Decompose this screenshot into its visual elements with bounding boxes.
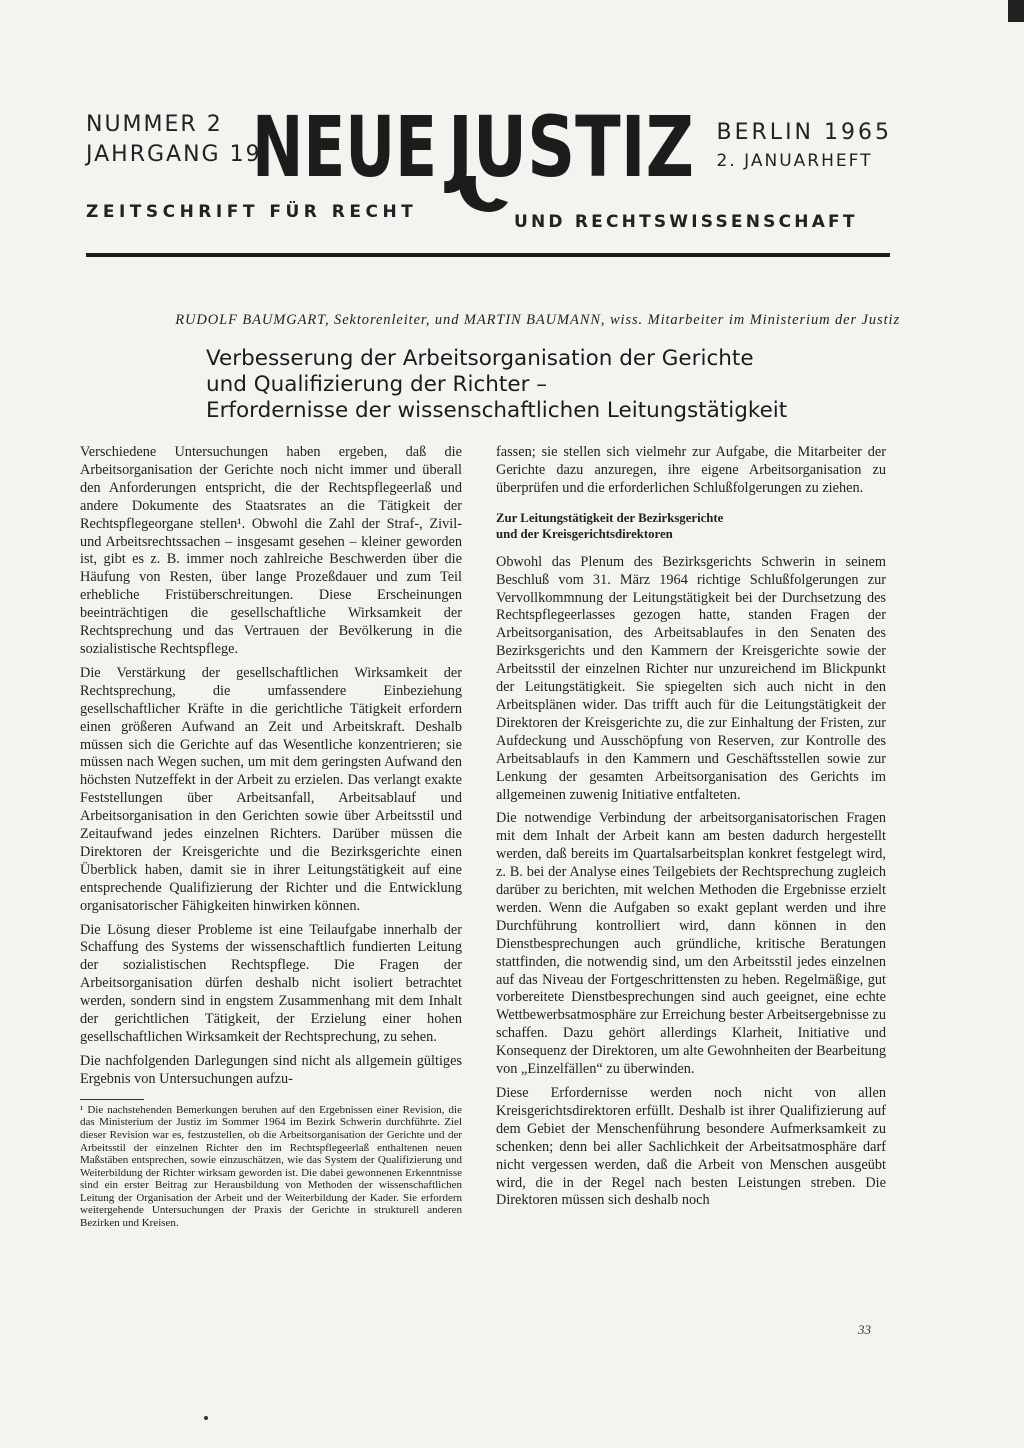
neue-justiz-logo <box>252 98 722 214</box>
section-heading <box>496 510 886 542</box>
paragraph: fassen; sie stellen sich vielmehr zur Aufgabe, die Mitarbeiter der Gerichte dazu anzuregen, ihre eigene Arbeitsorganisation zu überprüfen und die erforderlichen Schlußfolgerungen zu ziehen. <box>496 444 886 496</box>
paragraph: Die Lösung dieser Probleme ist eine Teilaufgabe innerhalb der Schaffung des Systems der wissenschaftlich fundierten Leitung der sozialistischen Rechtspflege. Die Fragen der Arbeitsorganisation dürfen deshalb nicht isoliert betrachtet werden, sondern sind in engstem Zusammenhang mit dem Inhalt der gerichtlichen Tätigkeit, der Erzielung einer hohen gesellschaftlichen Wirksamkeit der Rechtsprechung, zu sehen. <box>80 921 462 1045</box>
left-column <box>80 444 462 1230</box>
subtitle-right: UND RECHTSWISSENSCHAFT <box>514 212 858 232</box>
title-line-2: und Qualifizierung der Richter – <box>206 372 547 397</box>
issue-label: 2. JANUARHEFT <box>716 151 873 171</box>
footnote-rule <box>80 1099 144 1100</box>
page-number: 33 <box>858 1322 871 1337</box>
masthead-rule <box>86 253 890 257</box>
svg-text:JUSTIZ: JUSTIZ <box>444 98 694 196</box>
section-heading-line-2: und der Kreisgerichtsdirektoren <box>496 526 673 541</box>
byline: RUDOLF BAUMGART, Sektorenleiter, und MARTIN BAUMANN, wiss. Mitarbeiter im Ministerium der Justiz <box>175 312 900 328</box>
title-line-3: Erfordernisse der wissenschaftlichen Leitungstätigkeit <box>206 398 788 423</box>
footnote: ¹ Die nachstehenden Bemerkungen beruhen auf den Ergebnissen einer Revision, die das Ministerium der Justiz im Sommer 1964 im Bezirk Schwerin durchführte. Ziel dieser Revision war es, festzustellen, ob die Arbeitsorganisation der Gerichte und der Arbeitsstil der einzelnen Richter den im Rechtspflegeerlaß enthaltenen neuen Maßstäben entsprechen, sowie einzuschätzen, wie das System der Qualifizierung und Weiterbildung der Richter wirksam geworden ist. Die dabei gewonnenen Erkenntnisse sind ein erster Beitrag zur Herausbildung von Methoden der wissenschaftlichen Leitung der Organisation der Arbeit und der Weiterbildung der Kader. Sie erfordern weitergehende Untersuchungen der Praxis der Gerichte in strukturell anderen Bezirken und Kreisen. <box>80 1103 462 1230</box>
scan-speck <box>204 1416 208 1420</box>
issue-number: NUMMER 2 <box>86 112 223 137</box>
section-heading-line-1: Zur Leitungstätigkeit der Bezirksgerichte <box>496 510 724 525</box>
masthead-left <box>86 110 262 170</box>
paragraph: Verschiedene Untersuchungen haben ergeben, daß die Arbeitsorganisation der Gerichte noch nicht immer und überall den Anforderungen entspricht, die der Rechtspflegeerlaß und andere Dokumente des Staatsrates an die Tätigkeit der Rechtspflegeorgane stellen¹. Obwohl die Zahl der Straf-, Zivil- und Arbeitsrechtssachen – insgesamt gesehen – kleiner geworden ist, gibt es z. B. immer noch zahlreiche Beschwerden über die Häufung von Resten, über lange Prozeßdauer und zum Teil erhebliche Fristüberschreitungen. Diese Erscheinungen beeinträchtigen die gesellschaftliche Wirksamkeit der Rechtsprechung und das Vertrauen der Bevölkerung in die sozialistische Rechtspflege. <box>80 444 462 657</box>
title-line-1: Verbesserung der Arbeitsorganisation der Gerichte <box>206 346 754 371</box>
city-year: BERLIN 1965 <box>716 120 892 145</box>
right-column <box>496 444 886 1216</box>
svg-text:NEUE: NEUE <box>252 98 437 196</box>
subtitle-left: ZEITSCHRIFT FÜR RECHT <box>86 202 418 222</box>
paragraph: Obwohl das Plenum des Bezirksgerichts Schwerin in seinem Beschluß vom 31. März 1964 richtige Schlußfolgerungen zur Vervollkommnung der Leitungstätigkeit bei der Durchsetzung des Rechtspflegeerlasses gezogen hatte, standen Fragen der Arbeitsorganisation, des Arbeitsablaufes in den Senaten des Bezirksgerichts und den Kammern der Kreisgerichte sowie der Arbeitsstil der einzelnen Richter nur unzureichend im Blickpunkt der Leitungstätigkeit. Sie spiegelten sich auch nicht in den Arbeitsplänen wider. Das trifft auch für die Leitungstätigkeit der Direktoren der Kreisgerichte zu, die zur Einhaltung der Fristen, zur Aufdeckung und Ausschöpfung von Reserven, zur Kontrolle des Arbeitsablaufs in den Kammern und Geschäftsstellen sowie zur Lenkung der gesamten Arbeitsorganisation des Gerichts im allgemeinen zuwenig Initiative entfalteten. <box>496 553 886 803</box>
paragraph: Diese Erfordernisse werden noch nicht von allen Kreisgerichtsdirektoren erfüllt. Deshalb ist ihrer Qualifizierung auf dem Gebiet der Menschenführung besondere Aufmerksamkeit zu schenken; denn bei aller Sachlichkeit der Arbeitsatmosphäre darf nicht vergessen werden, daß die Arbeit von Menschen ausgeübt wird, die in der Regel nach besten Leistungen streben. Die Direktoren müssen sich deshalb noch <box>496 1085 886 1209</box>
scan-corner-mark <box>1008 0 1024 22</box>
volume-number: JAHRGANG 19 <box>86 142 262 167</box>
paragraph: Die notwendige Verbindung der arbeitsorganisatorischen Fragen mit dem Inhalt der Arbeit kann am besten dadurch hergestellt werden, daß bereits im Quartalsarbeitsplan konkret festgelegt wird, z. B. bei der Analyse eines Teilgebiets der Rechtsprechung zugleich darüber zu berichten, mit welchen Methoden die Ergebnisse erzielt werden. Wenn die Aufgaben so exakt geplant werden und ihre Durchführung kontrolliert wird, dann können in den Dienstbesprechungen auch gründliche, kritische Beratungen stattfinden, die notwendig sind, um den Arbeitsstil jedes einzelnen auf das Niveau der Fortgeschrittensten zu heben. Regelmäßige, gut vorbereitete Dienstbesprechungen sind auch geeignet, eine echte Wettbewerbsatmosphäre zur Erreichung bester Arbeitsergebnisse zu schaffen. Dazu gehört allerdings Klarheit, Initiative und Konsequenz der Direktoren, um alte Gewohnheiten der Bearbeitung von „Einzelfällen“ zu überwinden. <box>496 810 886 1078</box>
paragraph: Die Verstärkung der gesellschaftlichen Wirksamkeit der Rechtsprechung, die umfassendere Einbeziehung gesellschaftlicher Kräfte in die gerichtliche Tätigkeit erfordern einen größeren Aufwand an Zeit und Arbeitskraft. Deshalb müssen sich die Gerichte auf das Wesentliche konzentrieren; sie müssen nach Wegen suchen, um mit dem geringsten Aufwand den höchsten Nutzeffekt in der Arbeit zu erzielen. Das verlangt exakte Feststellungen über Arbeitsanfall, Arbeitsablauf und Arbeitsorganisation in den Gerichten sowie über Arbeitsstil und Zeitaufwand jedes einzelnen Richters. Darüber müssen die Direktoren der Kreisgerichte und die Bezirksgerichte einen Überblick haben, damit sie in ihrer Leitungstätigkeit auf eine entsprechende Qualifizierung der Richter und die Entwicklung organisatorischer Fähigkeiten hinwirken können. <box>80 664 462 914</box>
masthead-right <box>717 118 892 174</box>
article-title <box>206 346 788 424</box>
paragraph: Die nachfolgenden Darlegungen sind nicht als allgemein gültiges Ergebnis von Untersuchungen aufzu- <box>80 1052 462 1087</box>
